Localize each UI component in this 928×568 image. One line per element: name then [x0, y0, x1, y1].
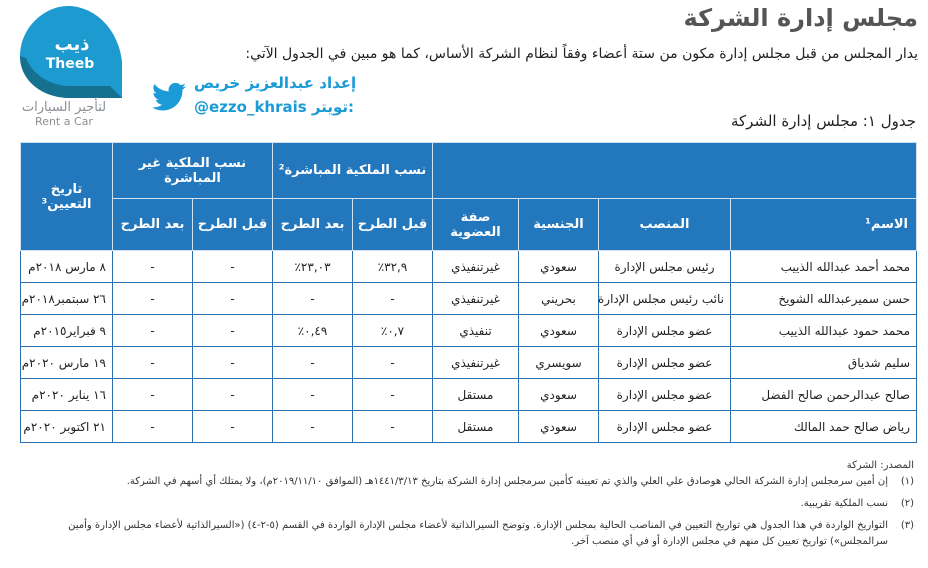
member-name: سليم شدياق — [731, 347, 917, 379]
indirect-after: - — [113, 315, 193, 347]
indirect-before: - — [193, 379, 273, 411]
member-nationality: سعودي — [519, 411, 599, 443]
header-membership: صفة العضوية — [433, 199, 519, 251]
member-name: حسن سميرعبدالله الشويخ — [731, 283, 917, 315]
table-row — [21, 315, 917, 347]
appointment-date: ٩ فبراير٢٠١٥م — [21, 315, 113, 347]
indirect-before: - — [193, 315, 273, 347]
member-membership: غيرتنفيذي — [433, 283, 519, 315]
direct-after: - — [273, 283, 353, 315]
twitter-credit — [194, 98, 354, 116]
logo-tagline-en: Rent a Car — [35, 115, 93, 128]
member-name: محمد أحمد عبدالله الذييب — [731, 251, 917, 283]
header-direct-ownership: نسب الملكية المباشرة² — [273, 143, 433, 199]
appointment-date: ١٩ مارس ٢٠٢٠م — [21, 347, 113, 379]
header-position: المنصب — [599, 199, 731, 251]
logo-tagline — [6, 100, 122, 129]
header-direct-after: بعد الطرح — [273, 199, 353, 251]
header-appointment-date: تاريخ التعيين³ — [21, 143, 113, 251]
member-name: محمد حمود عبدالله الذييب — [731, 315, 917, 347]
direct-after: ٢٣,٠٣٪ — [273, 251, 353, 283]
direct-before: - — [353, 347, 433, 379]
table-row — [21, 283, 917, 315]
member-membership: تنفيذي — [433, 315, 519, 347]
indirect-after: - — [113, 347, 193, 379]
twitter-label: تويتر: — [311, 98, 355, 116]
indirect-before: - — [193, 251, 273, 283]
indirect-before: - — [193, 283, 273, 315]
twitter-bird-icon — [152, 82, 186, 112]
page-title: مجلس إدارة الشركة — [683, 4, 918, 32]
author-credit: إعداد عبدالعزيز خريص — [194, 74, 357, 92]
table-row — [21, 251, 917, 283]
appointment-date: ٢٦ سبتمبر٢٠١٨م — [21, 283, 113, 315]
source-note: المصدر: الشركة — [846, 460, 914, 471]
direct-before: ٠,٧٪ — [353, 315, 433, 347]
header-indirect-ownership: نسب الملكية غير المباشرة — [113, 143, 273, 199]
member-membership: مستقل — [433, 379, 519, 411]
table-row — [21, 379, 917, 411]
indirect-after: - — [113, 251, 193, 283]
member-membership: غيرتنفيذي — [433, 347, 519, 379]
member-membership: غيرتنفيذي — [433, 251, 519, 283]
appointment-date: ٢١ اكتوبر ٢٠٢٠م — [21, 411, 113, 443]
direct-before: - — [353, 283, 433, 315]
direct-before: - — [353, 411, 433, 443]
twitter-handle[interactable]: @ezzo_khrais — [194, 98, 307, 116]
member-position: عضو مجلس الإدارة — [599, 411, 731, 443]
indirect-before: - — [193, 411, 273, 443]
footnote-number: (٢) — [900, 498, 914, 509]
direct-after: ٠,٤٩٪ — [273, 315, 353, 347]
direct-before: ٣٢,٩٪ — [353, 251, 433, 283]
member-position: رئيس مجلس الإدارة — [599, 251, 731, 283]
indirect-after: - — [113, 379, 193, 411]
footnote-text: التواريخ الواردة في هذا الجدول هي تواريخ التعيين في المناصب الحالية بمجلس الإدارة. وتوضح السيرالذاتية لأعضاء مجلس الإدارة الواردة في القسم (٥-٢-٤) («السيرالذاتية لأعضاء مجلس الإدارة وأمين سرالمجلس») تواريخ تعيين كل منهم في مجلس الإدارة أو في أي منصب آخر. — [68, 520, 888, 547]
member-nationality: بحريني — [519, 283, 599, 315]
footnote-item — [14, 518, 914, 550]
table-row — [21, 411, 917, 443]
footnote-number: (١) — [900, 476, 914, 487]
footnote-number: (٣) — [900, 520, 914, 531]
direct-after: - — [273, 347, 353, 379]
header-nationality: الجنسية — [519, 199, 599, 251]
member-membership: مستقل — [433, 411, 519, 443]
footnote-text: نسب الملكية تقريبية. — [800, 498, 888, 509]
member-position: عضو مجلس الإدارة — [599, 379, 731, 411]
appointment-date: ٨ مارس ٢٠١٨م — [21, 251, 113, 283]
member-name: صالح عبدالرحمن صالح الفضل — [731, 379, 917, 411]
member-nationality: سعودي — [519, 315, 599, 347]
header-indirect-before: قبل الطرح — [193, 199, 273, 251]
member-position: عضو مجلس الإدارة — [599, 315, 731, 347]
header-indirect-after: بعد الطرح — [113, 199, 193, 251]
member-position: عضو مجلس الإدارة — [599, 347, 731, 379]
member-nationality: سعودي — [519, 251, 599, 283]
board-table-body — [21, 251, 917, 443]
member-position: نائب رئيس مجلس الإدارة — [599, 283, 731, 315]
table-caption: جدول ١: مجلس إدارة الشركة — [731, 112, 916, 130]
indirect-after: - — [113, 411, 193, 443]
indirect-after: - — [113, 283, 193, 315]
member-name: رياض صالح حمد المالك — [731, 411, 917, 443]
logo-english-word: Theeb — [45, 56, 95, 72]
footnote-item — [14, 496, 914, 512]
header-name: الاسم¹ — [731, 199, 917, 251]
logo-tagline-ar: لتأجير السيارات — [21, 100, 107, 115]
header-direct-before: قبل الطرح — [353, 199, 433, 251]
logo-arabic-word: ذيب — [54, 34, 90, 55]
table-row — [21, 347, 917, 379]
member-nationality: سويسري — [519, 347, 599, 379]
footnote-text: إن أمين سرمجلس إدارة الشركة الحالي هوصادق علي العلي والذي تم تعيينه كأمين سرمجلس إدارة الشركة بتاريخ ١٤٤١/٣/١٣هـ (الموافق ٢٠١٩/١١/١٠م)، ولا يمتلك أي أسهم في الشركة. — [126, 476, 888, 487]
footnotes — [14, 458, 914, 550]
indirect-before: - — [193, 347, 273, 379]
appointment-date: ١٦ يناير ٢٠٢٠م — [21, 379, 113, 411]
direct-before: - — [353, 379, 433, 411]
header-blank — [433, 143, 917, 199]
board-table — [20, 142, 917, 443]
footnote-item — [14, 474, 914, 490]
page-subtitle: يدار المجلس من قبل مجلس إدارة مكون من ستة أعضاء وفقاً لنظام الشركة الأساس، كما هو مبين في الجدول الآتي: — [245, 46, 918, 62]
member-nationality: سعودي — [519, 379, 599, 411]
direct-after: - — [273, 379, 353, 411]
direct-after: - — [273, 411, 353, 443]
